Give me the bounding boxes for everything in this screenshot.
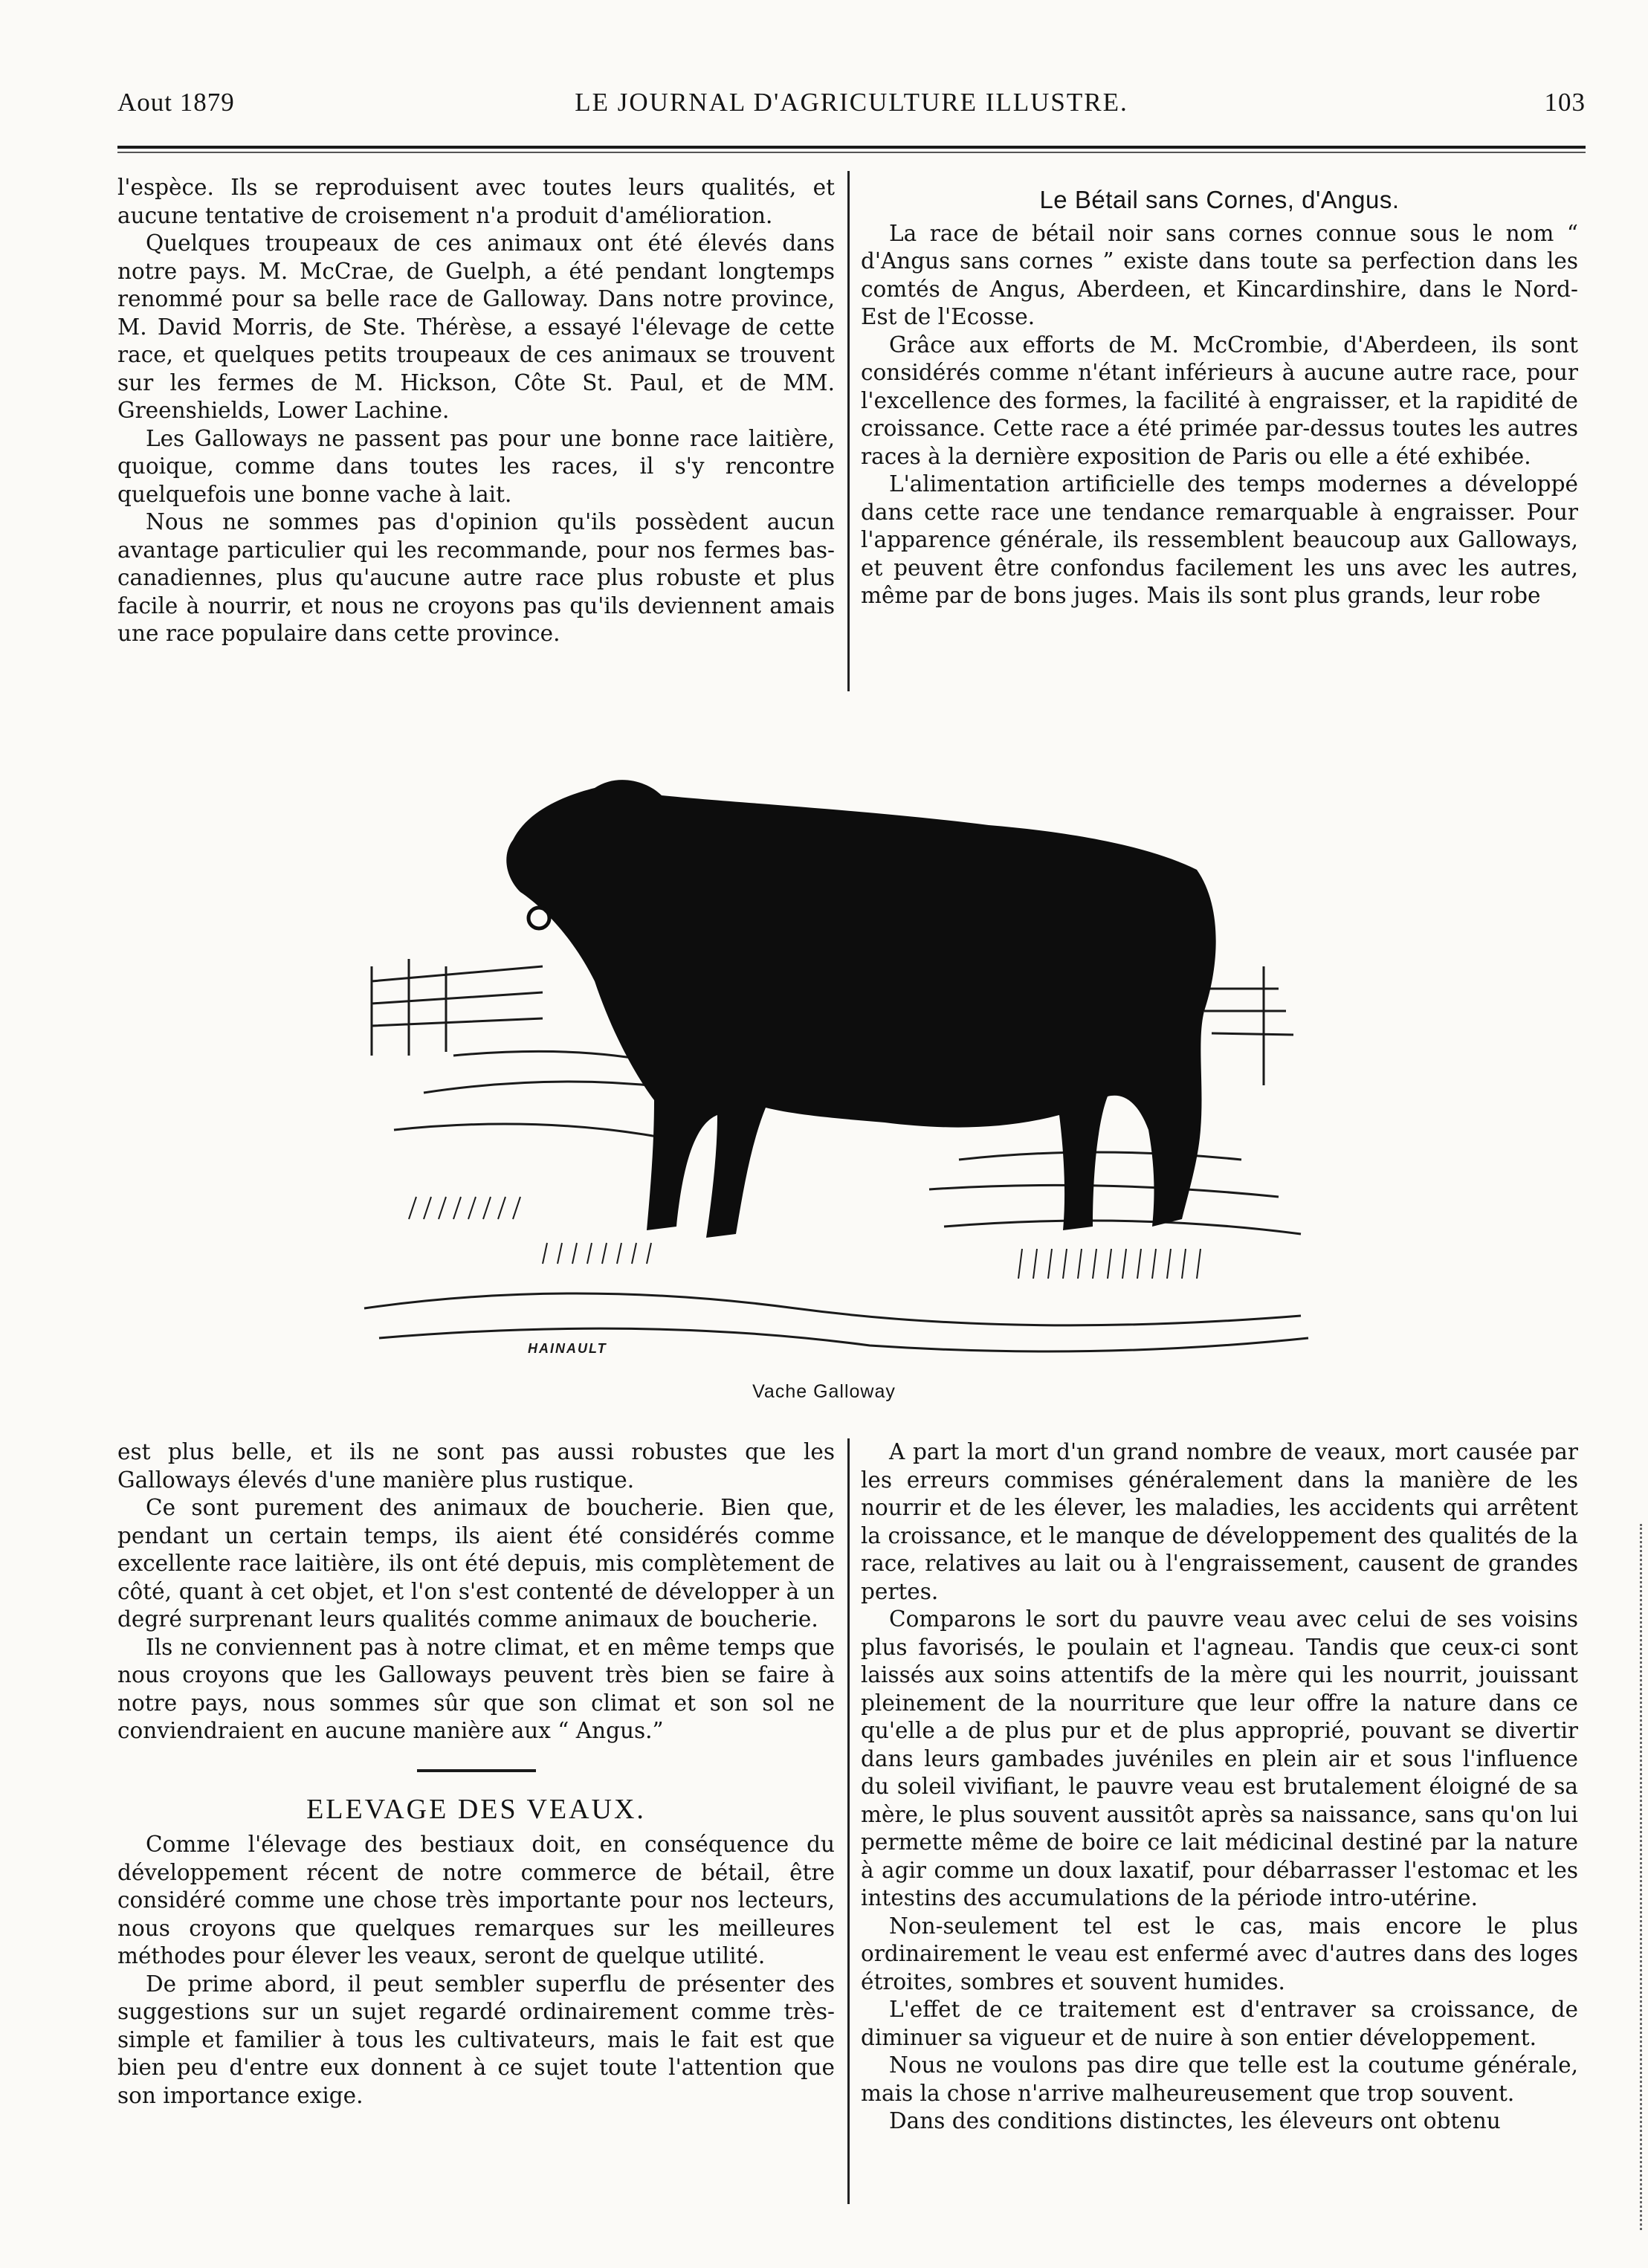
paragraph: Non-seulement tel est le cas, mais encore le plus ordinairement le veau est enfermé avec d'autres dans des loges étroites, sombres et souvent humides. xyxy=(861,1913,1578,1994)
header-journal-title: LE JOURNAL D'AGRICULTURE ILLUSTRE. xyxy=(575,88,1128,117)
paragraph: est plus belle, et ils ne sont pas aussi robustes que les Galloways élevés d'une manière plus rustique. xyxy=(117,1439,835,1493)
top-right-column xyxy=(861,186,1578,610)
paragraph: l'espèce. Ils se reproduisent avec toutes leurs qualités, et aucune tentative de croisement n'a produit d'amélioration. xyxy=(117,175,835,228)
header-rule xyxy=(117,146,1586,149)
column-divider xyxy=(847,1438,850,2204)
bottom-left-column xyxy=(117,1438,835,2110)
paragraph: Les Galloways ne passent pas pour une bonne race laitière, quoique, comme dans toutes les races, il s'y rencontre quelquefois une bonne vache à lait. xyxy=(117,425,835,507)
paragraph: Ce sont purement des animaux de boucherie. Bien que, pendant un certain temps, ils aient été considérés comme excellente race laitière, ils ont été depuis, mis complètement de côté, quant à cet objet, et l'on s'est contenté de développer à un degré surprenant leurs qualités comme animaux de boucherie. xyxy=(117,1495,835,1632)
paragraph: Ils ne conviennent pas à notre climat, et en même temps que nous croyons que les Galloways peuvent très bien se faire à notre pays, nous sommes sûr que son climat et son sol ne conviendraient en aucune manière aux “ Angus.” xyxy=(117,1634,835,1743)
engraver-signature: HAINAULT xyxy=(528,1341,607,1356)
paragraph: A part la mort d'un grand nombre de veaux, mort causée par les erreurs commises généralement dans la manière de les nourrir et de les élever, les maladies, les accidents qui arrêtent la croissance, et le manque de développement des qualités de la race, relatives au lait ou à l'engraissement, causent de grandes pertes. xyxy=(861,1439,1578,1604)
paragraph: Comme l'élevage des bestiaux doit, en conséquence du développement récent de notre commerce de bétail, être considéré comme une chose très importante pour nos lecteurs, nous croyons que quelques remarques sur les meilleures méthodes pour élever les veaux, seront de quelque utilité. xyxy=(117,1832,835,1968)
paragraph: Quelques troupeaux de ces animaux ont été élevés dans notre pays. M. McCrae, de Guelph, a été pendant longtemps renommé pour sa belle race de Galloway. Dans notre province, M. David Morris, de Ste. Thérèse, a essayé l'élevage de cette race, et quelques petits troupeaux de ces animaux se trouvent sur les fermes de M. Hickson, Côte St. Paul, et de MM. Greenshields, Lower Lachine. xyxy=(117,230,835,423)
bottom-right-column xyxy=(861,1438,1578,2136)
paragraph: Dans des conditions distinctes, les éleveurs ont obtenu xyxy=(889,2108,1501,2133)
column-divider xyxy=(847,171,850,691)
header-page-number: 103 xyxy=(1544,88,1586,117)
paragraph: La race de bétail noir sans cornes connue sous le nom “ d'Angus sans cornes ” existe dans toute sa perfection dans les comtés de Angus, Aberdeen, et Kincardinshire, dans le Nord-Est de l'Ecosse. xyxy=(861,220,1578,329)
paragraph: Grâce aux efforts de M. McCrombie, d'Aberdeen, ils sont considérés comme n'étant inférieurs à aucune autre race, pour l'excellence des formes, la facilité à engraisser, et la rapidité de croissance. Cette race a été primée par-dessus toutes les autres races à la dernière exposition de Paris ou elle a été exhibée. xyxy=(861,332,1578,469)
section-title: ELEVAGE DES VEAUX. xyxy=(306,1793,646,1825)
running-header xyxy=(117,88,1586,132)
paragraph: Comparons le sort du pauvre veau avec celui de ses voisins plus favorisés, le poulain et l'agneau. Tandis que ceux-ci sont laissés aux soins attentifs de la mère qui les nourrit, jouissant pleinement de la nourriture que leur offre la nature dans ce qu'elle a de plus pur et de plus approprié, pouvant se divertir dans leurs gambades juvéniles en plein air et sous l'influence du soleil vivifiant, le pauvre veau est brutalement éloigné de sa mère, le plus souvent aussitôt après sa naissance, sans qu'on lui permette même de boire ce lait médicinal destiné par la nature à agir comme un doux laxatif, pour débarrasser l'estomac et les intestins des accumulations de la période intro-utérine. xyxy=(861,1606,1578,1910)
section-divider xyxy=(417,1769,536,1772)
cow-engraving xyxy=(349,743,1331,1390)
top-left-column xyxy=(117,174,835,648)
page-edge-binding xyxy=(1640,1524,1648,2230)
paragraph: Nous ne voulons pas dire que telle est la coutume générale, mais la chose n'arrive malheureusement que trop souvent. xyxy=(861,2052,1578,2106)
header-date: Aout 1879 xyxy=(117,88,235,117)
header-rule-thin xyxy=(117,152,1586,153)
article-title: Le Bétail sans Cornes, d'Angus. xyxy=(1039,186,1400,213)
paragraph: L'effet de ce traitement est d'entraver sa croissance, de diminuer sa vigueur et de nuire à son entier développement. xyxy=(861,1997,1578,2050)
figure-caption: Vache Galloway xyxy=(752,1381,896,1402)
paragraph: Nous ne sommes pas d'opinion qu'ils possèdent aucun avantage particulier qui les recommande, pour nos fermes bas-canadiennes, plus qu'aucune autre race plus robuste et plus facile à nourrir, et nous ne croyons pas qu'ils deviennent amais une race populaire dans cette province. xyxy=(117,509,835,646)
paragraph: L'alimentation artificielle des temps modernes a développé dans cette race une tendance remarquable à engraisser. Pour l'apparence générale, ils ressemblent beaucoup aux Galloways, et peuvent être confondus facilement les uns avec les autres, même par de bons juges. Mais ils sont plus grands, leur robe xyxy=(861,471,1578,608)
paragraph: De prime abord, il peut sembler superflu de présenter des suggestions sur un sujet regardé ordinairement comme très-simple et familier à tous les cultivateurs, mais le fait est que bien peu d'entre eux donnent à ce sujet toute l'attention que son importance exige. xyxy=(117,1971,835,2108)
